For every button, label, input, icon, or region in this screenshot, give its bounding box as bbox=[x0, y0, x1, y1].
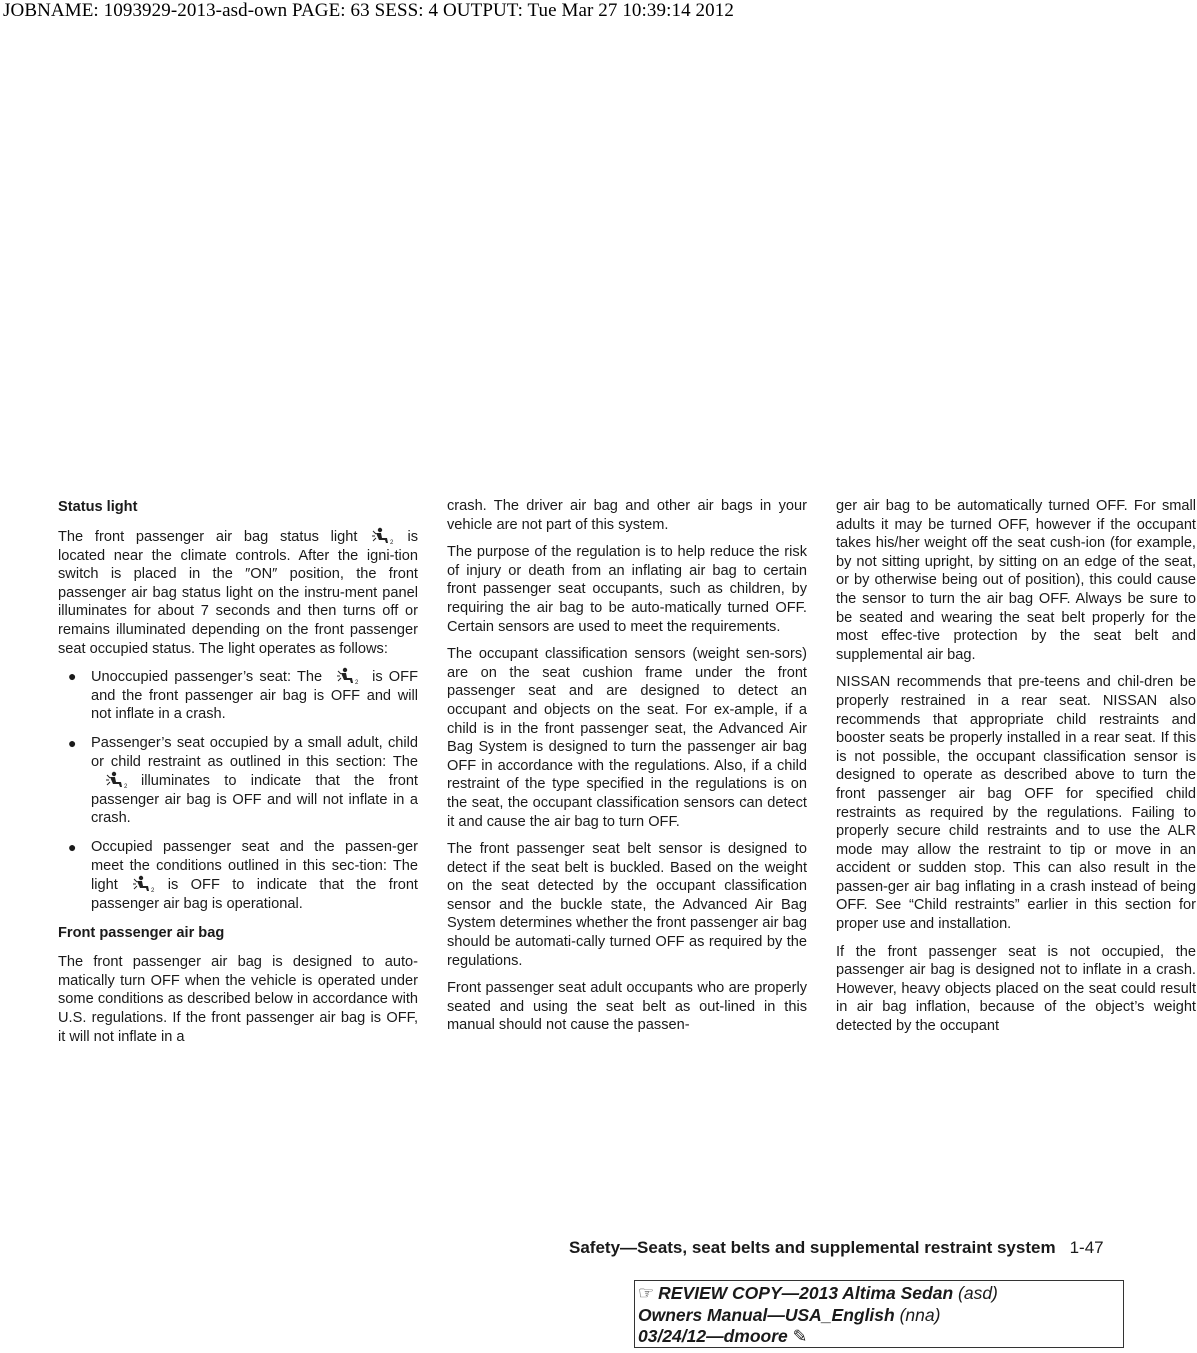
text-span: The front passenger air bag status light bbox=[58, 529, 358, 545]
paragraph: The front passenger air bag is designed to auto-matically turn OFF when the vehicle is operated under some conditions as described below in accordance with U.S. regulations. If the front passenger air bag is OFF, it will not inflate in a bbox=[58, 954, 418, 1045]
list-item bbox=[58, 838, 418, 913]
bullet: ● bbox=[68, 668, 77, 685]
text-span: is OFF to indicate that the front passenger air bag is operational. bbox=[91, 877, 418, 912]
page-footer bbox=[569, 1238, 1104, 1258]
paragraph: Front passenger seat adult occupants who are properly seated and using the seat belt as out-lined in this manual should not cause the passen- bbox=[447, 980, 807, 1034]
status-list bbox=[58, 667, 418, 913]
svg-text:2: 2 bbox=[150, 888, 155, 894]
paragraph: The occupant classification sensors (weight sen-sors) are on the seat cushion frame under the front passenger seat and are designed to detect an occupant and objects on the seat. For ex-ample, if a child is in the front passenger seat, the Advanced Air Bag System is designed to turn the passenger air bag OFF in accordance with the regulations. Also, if a child restraint of the type specified in the regulations is on the seat, the occupant classification sensors can detect it and cause the air bag to turn OFF. bbox=[447, 646, 807, 830]
pointing-hand-icon: ☞ bbox=[638, 1283, 655, 1303]
text-span: Unoccupied passenger’s seat: The bbox=[91, 669, 323, 686]
paragraph: ger air bag to be automatically turned OFF. For small adults it may be turned OFF, however if the occupant takes his/her weight off the seat cush-ion (for example, by not sitting upright, by sitting on an edge of the seat, or by otherwise being out of position), this could cause the sensor to turn the air bag OFF. Always be sure to be seated and wearing the seat belt properly for the most effec-tive protection by the seat belt and supplemental air bag. bbox=[836, 498, 1196, 663]
paragraph: NISSAN recommends that pre-teens and chil-dren be properly restrained in a rear seat. NISSAN also recommends that appropriate child restraints and booster seats be properly installed in a rear seat. If this is not possible, the occupant classification sensor is designed to operate as described above to turn the front passenger air bag OFF for specified child restraints as required by the regulations. Failing to properly secure child restraints and to use the ALR mode may allow the restraint to tip or move in an accident or sudden stop. This can also result in the passen-ger air bag inflating in a crash instead of being OFF. See “Child restraints” earlier in this section for proper use and installation. bbox=[836, 674, 1196, 933]
text-span: is located near the climate controls. After the igni-tion switch is placed in the ″ON″ position, the front passenger air bag status light on the instru-ment panel illuminates for about 7 seconds and then turns off or remains illuminated depending on the front passenger seat occupied status. The light operates as follows: bbox=[58, 529, 418, 657]
text-span: illuminates to indicate that the front passenger air bag is OFF and will not inflate in a crash. bbox=[91, 773, 418, 827]
review-line-1 bbox=[638, 1283, 1123, 1305]
text-span: Passenger’s seat occupied by a small adult, child or child restraint as outlined in this section: The bbox=[91, 734, 418, 770]
passenger-airbag-off-icon bbox=[367, 527, 397, 545]
review-code: (asd) bbox=[958, 1283, 998, 1303]
review-title: REVIEW COPY—2013 Altima Sedan bbox=[658, 1283, 954, 1303]
list-item bbox=[58, 667, 418, 724]
list-item bbox=[58, 734, 418, 828]
text-span: Occupied passenger seat and the passen-ger meet the conditions outlined in this sec-tion: The light bbox=[91, 838, 418, 894]
review-date: 03/24/12—dmoore bbox=[638, 1326, 788, 1346]
pencil-icon: ✎ bbox=[792, 1326, 808, 1346]
paragraph: The front passenger seat belt sensor is designed to detect if the seat belt is buckled. Based on the weight on the seat detected by the occupant classification sensor and the buckle state, the Advanced Air Bag System determines whether the front passenger air bag should be automati-cally turned OFF as required by the regulations. bbox=[447, 841, 807, 969]
review-line-2 bbox=[638, 1305, 1123, 1327]
svg-text:2: 2 bbox=[355, 680, 359, 686]
svg-text:2: 2 bbox=[390, 540, 394, 545]
jobname-header: JOBNAME: 1093929-2013-asd-own PAGE: 63 SESS: 4 OUTPUT: Tue Mar 27 10:39:14 2012 bbox=[3, 0, 734, 21]
bullet: ● bbox=[68, 734, 77, 751]
heading-status-light: Status light bbox=[58, 499, 138, 515]
section-title: Safety—Seats, seat belts and supplemental restraint system bbox=[569, 1238, 1056, 1257]
review-manual: Owners Manual—USA_English bbox=[638, 1304, 895, 1325]
text-span: is OFF and the front passenger air bag is OFF and will not inflate in a crash. bbox=[91, 669, 418, 723]
paragraph: If the front passenger seat is not occupied, the passenger air bag is designed not to inflate in a crash. However, heavy objects placed on the seat could result in air bag inflation, because of the object’s weight detected by the occupant bbox=[836, 943, 1196, 1035]
paragraph: The purpose of the regulation is to help reduce the risk of injury or death from an inflating air bag to certain front passenger seat occupants, such as children, by requiring the air bag to be auto-matically turned OFF. Certain sensors are used to meet the requirements. bbox=[447, 544, 807, 635]
paragraph bbox=[58, 527, 418, 658]
paragraph: crash. The driver air bag and other air bags in your vehicle are not part of this system. bbox=[447, 498, 807, 533]
heading-front-passenger-air-bag: Front passenger air bag bbox=[58, 925, 225, 942]
column-3 bbox=[836, 497, 1196, 1045]
passenger-airbag-off-icon bbox=[332, 667, 362, 685]
bullet: ● bbox=[68, 838, 77, 855]
review-line-3 bbox=[638, 1326, 1123, 1348]
review-lang-code: (nna) bbox=[899, 1304, 941, 1325]
svg-text:2: 2 bbox=[124, 784, 128, 790]
page-number: 1-47 bbox=[1069, 1238, 1104, 1257]
review-copy-box bbox=[634, 1280, 1124, 1348]
passenger-airbag-off-icon bbox=[128, 875, 158, 893]
passenger-airbag-off-icon bbox=[101, 771, 131, 789]
column-1 bbox=[58, 497, 418, 1055]
column-2 bbox=[447, 497, 807, 1044]
